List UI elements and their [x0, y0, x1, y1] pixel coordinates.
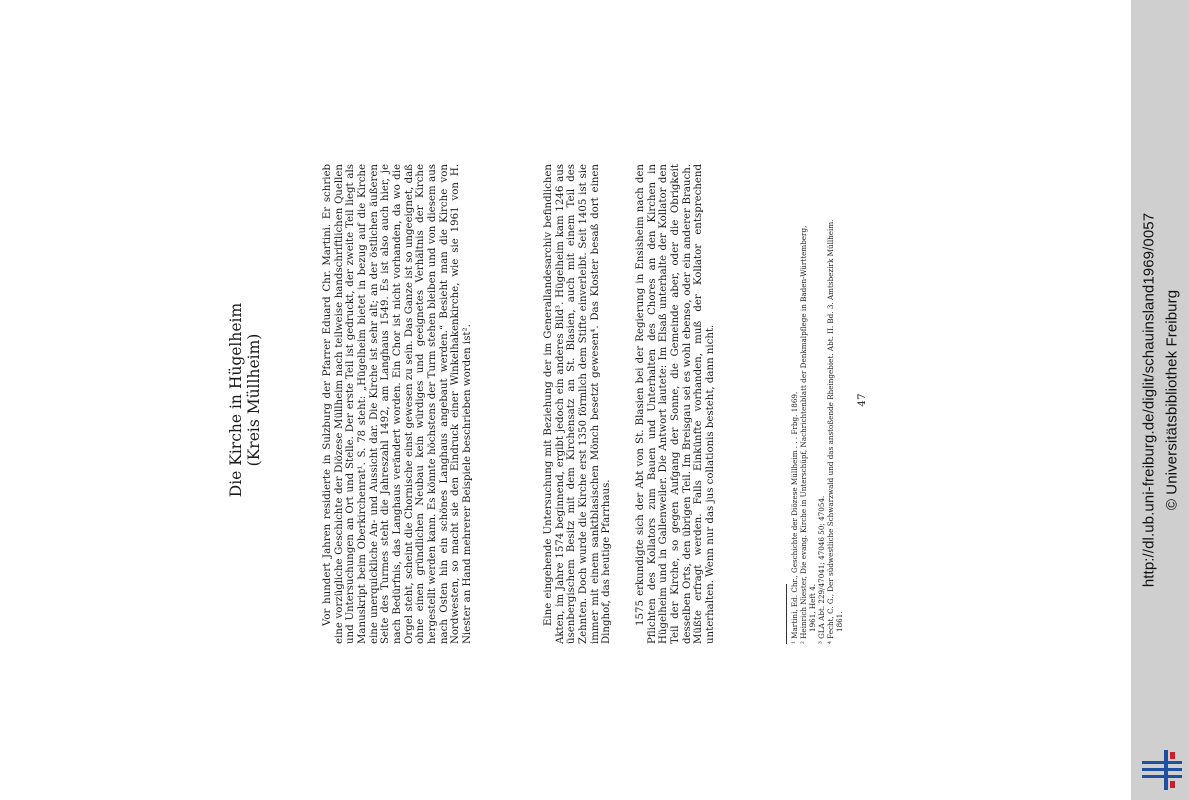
source-url[interactable]: http://dl.ub.uni-freiburg.de/diglit/schauinsland1969/0057	[1140, 212, 1158, 588]
footnote-divider	[786, 584, 787, 644]
rotated-page-content	[90, 120, 900, 680]
article-title	[227, 120, 263, 680]
body-paragraph-1: Vor hundert Jahren residierte in Sulzburg der Pfarrer Eduard Chr. Martini. Er schrieb eine vorzügliche Geschichte der Diözese Müllheim nach teilweise handschriftlichen Quellen und Untersuchungen an Ort und Stelle. Der erste Teil ist gedruckt, der zweite Teil liegt als Manuskript beim Oberkirchenrat¹. S. 78 steht: „Hügelheim bietet in bezug auf die Kirche eine unerquickliche An- und Aussicht dar. Die Kirche ist sehr alt; an der östlichen äußeren Seite des Turmes steht die Jahreszahl 1492, am Langhaus 1549. Es ist also auch hier, je nach Bedürfnis, das Langhaus verändert worden. Ein Chor ist nicht vorhanden, da wo die Orgel steht, scheint die Chornische einst gewesen zu sein. Das Ganze ist so ungeeignet, daß ohne einen gründlichen Neubau kein würdiges und geeignetes Verhältnis der Kirche hergestellt werden kann. Es könnte höchstens der Turm stehen bleiben und von diesem aus nach Osten hin ein schönes Langhaus angebaut werden.“ Besieht man die Kirche von Nordwesten, so macht sie den Eindruck einer Winkelhakenkirche, wie sie 1961 von H. Niester an Hand mehrerer Beispiele beschrieben worden ist².	[322, 164, 473, 644]
copyright-notice: © Universitätsbibliothek Freiburg	[1163, 289, 1181, 511]
body-paragraph-3: 1575 erkundigte sich der Abt von St. Blasien bei der Regierung in Ensisheim nach den Pflichten des Kollators zum Bauen und Unterhalten des Chores an den Kirchen in Hügelheim und in Gallenweiler. Die Antwort lautete: Im Elsaß unterhalte der Kollator den Teil der Kirche, so gegen Aufgang der Sonne, die Gemeinde aber, oder die Obrigkeit desselben Orts, den übrigen Teil. Im Breisgau sei es wohl ebenso, oder ein anderer Brauch. Müßte erfragt werden. Falls Einkünfte vorhanden, muß der Kollator entsprechend unterhalten. Wenn nur das jus collationis besteht, dann nicht.	[635, 164, 716, 644]
footnote-1: ¹ Martini, Ed. Chr., Geschichte der Diözese Müllheim . . . Frbg. 1869.	[790, 391, 799, 644]
footnote-2: ² Heinrich Niester, Die evang. Kirche in Unterschüpf, Nachrichtenblatt der Denkmalpflege in Baden-Württemberg, 1961, Heft 4.	[798, 225, 817, 644]
scanned-page	[90, 120, 900, 680]
footnotes	[791, 204, 844, 644]
body-paragraph-2: Eine eingehende Untersuchung mit Beziehung der im Generallandesarchiv befindlichen Akten, im Jahre 1574 beginnend, ergibt jedoch ein anderes Bild³. Hügelheim kam 1246 aus üsenbergischem Besitz mit dem Kirchensatz an St. Blasien, auch mit einem Teil des Zehnten. Doch wurde die Kirche erst 1350 förmlich dem Stifte einverleibt. Seit 1405 ist sie immer mit einem sanktblasischen Mönch besetzt gewesen⁴. Das Kloster besaß dort einen Dinghof, das heutige Pfarrhaus.	[543, 164, 613, 644]
title-line-2: (Kreis Müllheim)	[245, 333, 263, 467]
ub-freiburg-logo-icon	[1140, 748, 1184, 792]
title-line-1: Die Kirche in Hügelheim	[227, 302, 245, 498]
page-number: 47	[856, 393, 868, 407]
footnote-4: ⁴ Fecht, C. G., Der südwestliche Schwarzwald und das anstoßende Rheingebiet. Abt. II. Bd. 3. Amtsbezirk Müllheim. 1861.	[825, 219, 844, 644]
footnote-3: ³ GLA Abt. 229/47041; 47046 50; 47054.	[816, 495, 826, 644]
